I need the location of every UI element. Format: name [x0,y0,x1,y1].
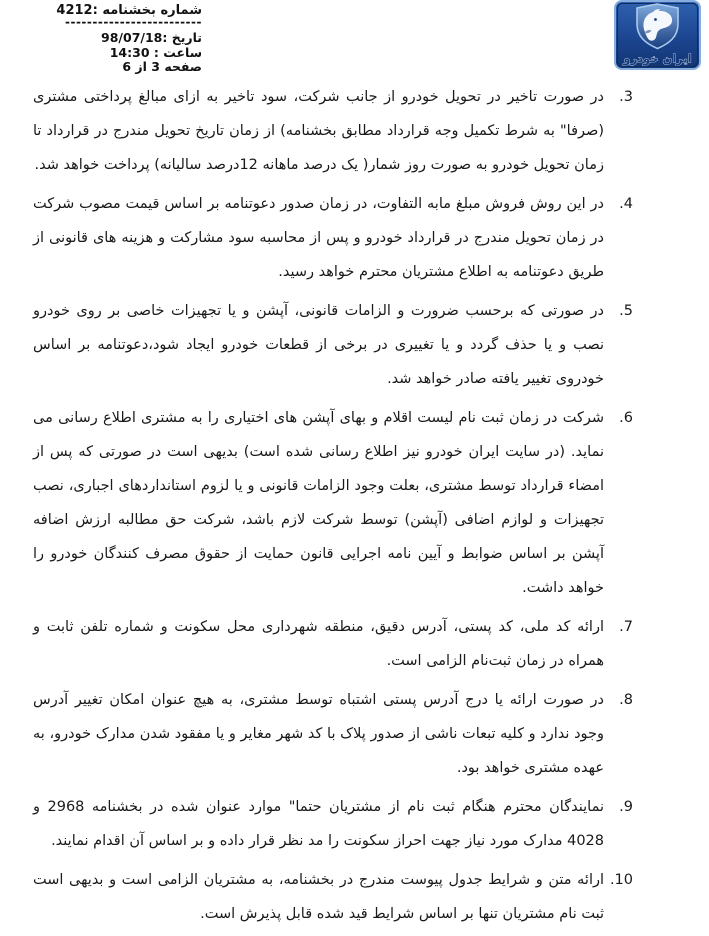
header-meta [60,31,202,75]
circular-number-line: شماره بخشنامه :4212 [56,3,202,18]
document-header [56,3,202,75]
clause-text: ارائه متن و شرایط جدول پیوست مندرج در بخشنامه، به مشتریان الزامی است و بدیهی است ثبت نام مشتریان تنها بر اساس شرایط قید شده قابل پذیرش است. [33,872,604,922]
clause-item-10 [33,863,633,931]
date-line: تاریخ :98/07/18 [101,30,202,45]
clause-item-6 [33,401,633,605]
circular-clauses [33,80,633,936]
clause-number: 5. [619,303,633,319]
iran-khodro-logo [614,0,701,70]
clause-text: ارائه کد ملی، کد پستی، آدرس دقیق، منطقه شهرداری محل سکونت و شماره تلفن ثابت و همراه در زمان ثبت‌نام الزامی است. [33,619,604,669]
clause-text: نمایندگان محترم هنگام ثبت نام از مشتریان حتما" موارد عنوان شده در بخشنامه 2968 و 4028 مدارک مورد نیاز جهت احراز سکونت را مد نظر قرار داده و بر اساس آن اقدام نمایند. [33,799,604,849]
clause-number: 9. [619,799,633,815]
time-line: ساعت : 14:30 [109,44,202,60]
clause-text: در صورت ارائه یا درج آدرس پستی اشتباه توسط مشتری، به هیچ عنوان امکان تغییر آدرس وجود ندارد و کلیه تبعات ناشی از صدور پلاک با کد شهر مغایر و یا مفقود شدن مدارک خودرو، به عهده مشتری خواهد بود. [33,692,604,776]
clause-number: 8. [619,692,633,708]
clause-number: 4. [619,196,633,212]
clause-item-4 [33,187,633,289]
clause-text: در صورتی که برحسب ضرورت و الزامات قانونی، آپشن و یا تجهیزات خاصی بر روی خودرو نصب و یا حذف گردد و یا تغییری در برخی از قطعات خودرو ایجاد شود،دعوتنامه بر اساس خودروی تغییر یافته صادر خواهد شد. [33,303,604,387]
page-number-line: صفحه 3 از 6 [122,59,202,74]
clause-item-7 [33,610,633,678]
clause-text: شرکت در زمان ثبت نام لیست اقلام و بهای آپشن های اختیاری را به مشتری اطلاع رسانی می نماید. (در سایت ایران خودرو نیز اطلاع رسانی شده است) بدیهی است در صورتی که پس از امضاء قرارداد توسط مشتری، بعلت وجود الزامات قانونی و یا لزوم استانداردهای اجباری، نصب تجهیزات و لوازم اضافی (آپشن) توسط شرکت لازم باشد، شرکت حق مطالبه ارزش اضافه آپشن بر اساس ضوابط و آیین نامه اجرایی قانون حمایت از حقوق مصرف کنندگان خودرو را خواهد داشت. [33,410,604,596]
clause-item-9 [33,790,633,858]
logo-horse-eye [654,18,657,21]
clause-item-5 [33,294,633,396]
clause-number: 7. [619,619,633,635]
clause-item-3 [33,80,633,182]
clause-item-8 [33,683,633,785]
clause-number: 6. [619,410,633,426]
logo-wordmark: ایران خودرو [623,51,692,66]
clause-number: 3. [619,89,633,105]
iran-khodro-logo-icon [614,0,701,70]
clause-text: در این روش فروش مبلغ مابه التفاوت، در زمان صدور دعوتنامه بر اساس قیمت مصوب شرکت در زمان تحویل مندرج در قرارداد خودرو و پس از محاسبه سود مشارکت و هزینه های قانونی از طریق دعوتنامه به اطلاع مشتریان محترم خواهد رسید. [33,196,604,280]
clause-number: 10. [609,872,633,888]
header-separator: ------------------------- [64,15,202,29]
clause-text: در صورت تاخیر در تحویل خودرو از جانب شرکت، سود تاخیر به ازای مبالغ پرداختی مشتری (صرفا" به شرط تکمیل وجه قرارداد مطابق بخشنامه) از زمان تاریخ تحویل مندرج در قرارداد تا زمان تحویل خودرو به صورت روز شمار( یک درصد ماهانه 12درصد سالیانه) پرداخت خواهد شد. [33,89,604,173]
